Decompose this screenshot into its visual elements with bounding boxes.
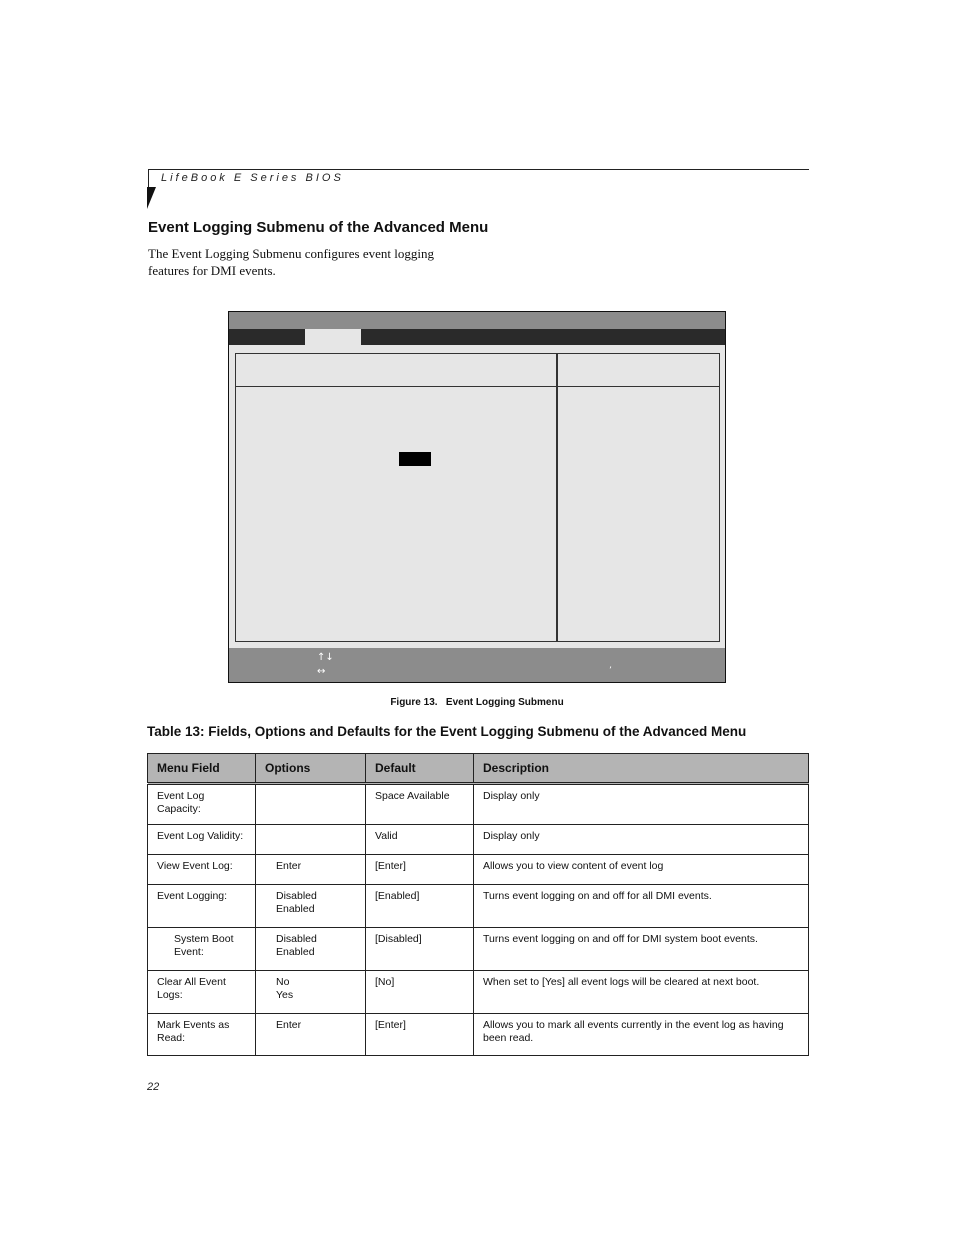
section-intro: The Event Logging Submenu configures event logging features for DMI events. bbox=[148, 246, 434, 278]
cell-field: Clear All Event Logs: bbox=[148, 971, 256, 1014]
header-vertical-rule bbox=[148, 169, 149, 187]
option-1: Enter bbox=[276, 860, 302, 872]
header-rule bbox=[148, 169, 809, 170]
cell-options bbox=[256, 971, 366, 1014]
table-row bbox=[148, 825, 809, 855]
header-menu-field: Menu Field bbox=[148, 754, 256, 784]
running-title: LifeBook E Series BIOS bbox=[161, 172, 344, 184]
bios-menu-bar bbox=[229, 329, 725, 345]
bios-settings-panel bbox=[235, 386, 558, 642]
cell-field: System Boot Event: bbox=[148, 928, 256, 971]
table-row bbox=[148, 928, 809, 971]
option-2: Enabled bbox=[276, 903, 315, 915]
cell-field: Event Log Validity: bbox=[148, 825, 256, 855]
cell-field: Event Logging: bbox=[148, 885, 256, 928]
cell-description: Allows you to mark all events currently in the event log as having been read. bbox=[474, 1014, 809, 1056]
figure-caption bbox=[0, 697, 954, 708]
table-title: Table 13: Fields, Options and Defaults for the Event Logging Submenu of the Advanced Menu bbox=[147, 724, 747, 739]
header-default: Default bbox=[366, 754, 474, 784]
cell-default: [Enter] bbox=[366, 855, 474, 885]
table-row bbox=[148, 855, 809, 885]
bios-help-header bbox=[556, 353, 720, 387]
cell-options bbox=[256, 825, 366, 855]
fields-table bbox=[147, 753, 809, 1056]
figure-caption-text: Event Logging Submenu bbox=[445, 697, 564, 708]
cell-default: [Enter] bbox=[366, 1014, 474, 1056]
bios-settings-header bbox=[235, 353, 558, 387]
bios-screenshot bbox=[228, 311, 726, 683]
cell-options bbox=[256, 855, 366, 885]
bios-help-panel bbox=[556, 386, 720, 642]
bios-title-bar bbox=[229, 312, 725, 329]
cell-default: Valid bbox=[366, 825, 474, 855]
cell-description: Turns event logging on and off for DMI system boot events. bbox=[474, 928, 809, 971]
cell-field: Mark Events as Read: bbox=[148, 1014, 256, 1056]
table-row bbox=[148, 971, 809, 1014]
cell-options bbox=[256, 1014, 366, 1056]
cell-default: [Enabled] bbox=[366, 885, 474, 928]
cell-options bbox=[256, 928, 366, 971]
cell-default: [Disabled] bbox=[366, 928, 474, 971]
up-down-arrow-icon: ↑↓ bbox=[317, 652, 334, 663]
cell-description: Turns event logging on and off for all DMI events. bbox=[474, 885, 809, 928]
cell-default: Space Available bbox=[366, 784, 474, 825]
table-header-row bbox=[148, 754, 809, 784]
option-1: No bbox=[276, 976, 290, 988]
header-description: Description bbox=[474, 754, 809, 784]
cell-field: Event Log Capacity: bbox=[148, 784, 256, 825]
cell-options bbox=[256, 885, 366, 928]
table-row bbox=[148, 885, 809, 928]
figure-label: Figure 13. bbox=[390, 697, 438, 708]
option-2: Enabled bbox=[276, 946, 315, 958]
cell-default: [No] bbox=[366, 971, 474, 1014]
cell-options bbox=[256, 784, 366, 825]
bios-tab-advanced bbox=[305, 329, 361, 346]
bios-selected-value bbox=[399, 452, 431, 466]
option-1: Enter bbox=[276, 1019, 302, 1031]
option-1: Disabled bbox=[276, 933, 317, 945]
cell-description: Allows you to view content of event log bbox=[474, 855, 809, 885]
option-1: Disabled bbox=[276, 890, 317, 902]
page-number: 22 bbox=[147, 1081, 160, 1093]
section-title: Event Logging Submenu of the Advanced Menu bbox=[148, 219, 489, 236]
cell-field: View Event Log: bbox=[148, 855, 256, 885]
header-options: Options bbox=[256, 754, 366, 784]
option-2: Yes bbox=[276, 989, 294, 1001]
left-right-arrow-icon: ↔ bbox=[317, 666, 326, 677]
tick-mark-icon: ’ bbox=[609, 666, 612, 676]
table-row bbox=[148, 784, 809, 825]
cell-description: Display only bbox=[474, 784, 809, 825]
cell-description: When set to [Yes] all event logs will be cleared at next boot. bbox=[474, 971, 809, 1014]
bios-key-legend bbox=[229, 648, 725, 682]
table-row bbox=[148, 1014, 809, 1056]
header-wedge-icon bbox=[147, 187, 156, 209]
cell-description: Display only bbox=[474, 825, 809, 855]
